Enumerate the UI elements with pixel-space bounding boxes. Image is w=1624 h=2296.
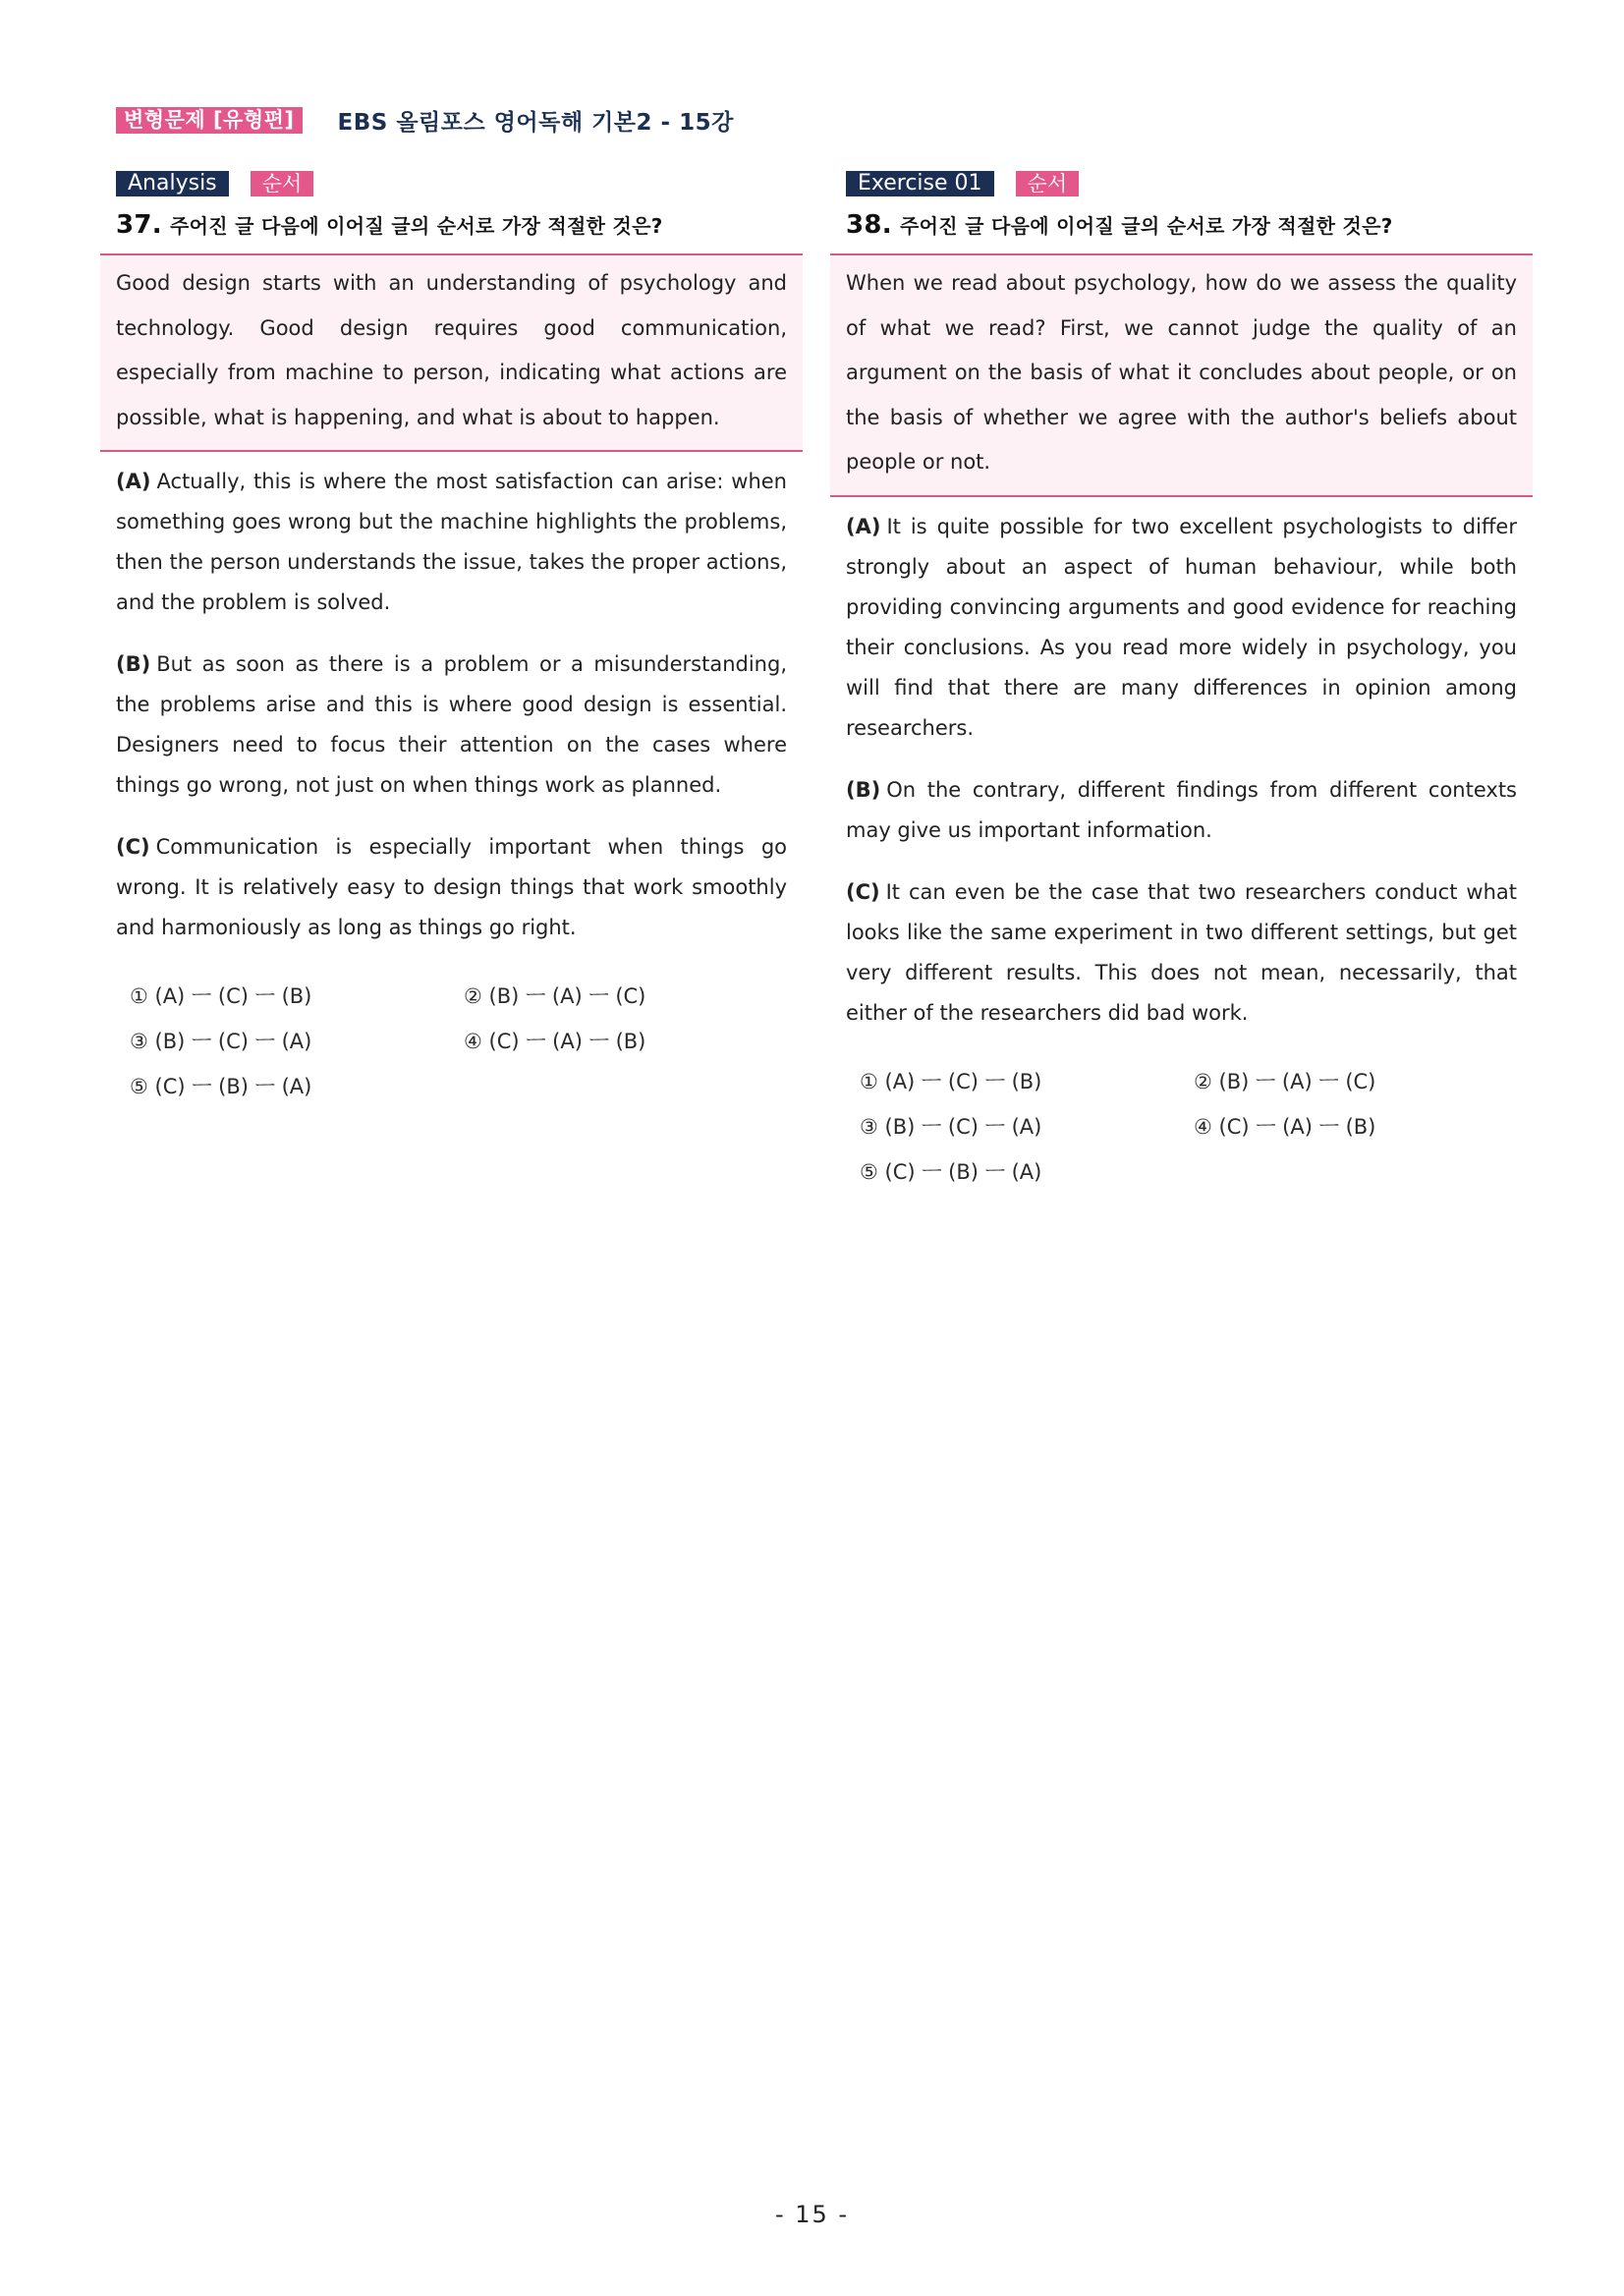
question-38-column	[830, 171, 1533, 1195]
tag-row	[116, 171, 803, 196]
option-5[interactable]: ⑤ (C) ㅡ (B) ㅡ (A)	[860, 1159, 1042, 1184]
passage-label: (A)	[116, 470, 151, 493]
order-type-tag: 순서	[1016, 171, 1080, 196]
passage-text: It can even be the case that two researchers conduct what looks like the same experiment in two different settings, but get very different results. This does not mean, necessarily, that either of the researchers did bad work.	[846, 879, 1517, 1025]
option-4[interactable]: ④ (C) ㅡ (A) ㅡ (B)	[464, 1030, 646, 1053]
passage-a	[116, 462, 787, 623]
passage-a	[846, 507, 1517, 749]
passage-b	[846, 770, 1517, 851]
passage-b	[116, 644, 787, 806]
option-1[interactable]: ① (A) ㅡ (C) ㅡ (B)	[860, 1069, 1042, 1093]
passage-label: (C)	[116, 835, 150, 859]
analysis-tag: Analysis	[116, 171, 229, 196]
question-number: 37.	[116, 210, 162, 240]
passage-text: But as soon as there is a problem or a misunderstanding, the problems arise and this is where good design is essential. Designers need to focus their attention on the cases where things go wrong, not just on when things work as planned.	[116, 652, 787, 797]
question-prompt	[116, 210, 803, 240]
option-5[interactable]: ⑤ (C) ㅡ (B) ㅡ (A)	[130, 1075, 312, 1098]
passage-c	[116, 827, 787, 948]
passage-list	[830, 507, 1533, 1034]
option-3[interactable]: ③ (B) ㅡ (C) ㅡ (A)	[860, 1114, 1042, 1139]
question-text: 주어진 글 다음에 이어질 글의 순서로 가장 적절한 것은?	[899, 214, 1393, 238]
option-1[interactable]: ① (A) ㅡ (C) ㅡ (B)	[130, 984, 312, 1008]
page-number: - 15 -	[774, 2201, 850, 2228]
answer-options	[130, 974, 803, 1109]
answer-options	[860, 1059, 1533, 1195]
exercise-tag: Exercise 01	[846, 171, 994, 196]
passage-c	[846, 872, 1517, 1034]
option-2[interactable]: ② (B) ㅡ (A) ㅡ (C)	[464, 984, 646, 1008]
passage-label: (B)	[846, 777, 881, 802]
page-header	[116, 106, 734, 134]
passage-label: (A)	[846, 514, 881, 538]
tag-row	[846, 171, 1533, 196]
passage-label: (C)	[846, 879, 880, 904]
type-badge: 변형문제 [유형편]	[116, 107, 303, 134]
option-2[interactable]: ② (B) ㅡ (A) ㅡ (C)	[1194, 1069, 1376, 1093]
option-3[interactable]: ③ (B) ㅡ (C) ㅡ (A)	[130, 1030, 312, 1053]
passage-text: Actually, this is where the most satisfaction can arise: when something goes wrong but the machine highlights the problems, then the person understands the issue, takes the proper actions, and the problem is solved.	[116, 470, 787, 614]
question-number: 38.	[846, 210, 892, 240]
passage-text: It is quite possible for two excellent psychologists to differ strongly about an aspect of human behaviour, while both providing convincing arguments and good evidence for reaching their conclusions. As you read more widely in psychology, you will find that there are many differences in opinion among researchers.	[846, 514, 1517, 740]
question-text: 주어진 글 다음에 이어질 글의 순서로 가장 적절한 것은?	[169, 214, 663, 238]
question-prompt	[846, 210, 1533, 240]
order-type-tag: 순서	[251, 171, 314, 196]
question-37-column	[100, 171, 803, 1109]
header-title: EBS 올림포스 영어독해 기본2 - 15강	[337, 109, 734, 136]
passage-list	[100, 462, 803, 948]
option-4[interactable]: ④ (C) ㅡ (A) ㅡ (B)	[1194, 1114, 1376, 1139]
passage-text: Communication is especially important when things go wrong. It is relatively easy to design things that work smoothly and harmoniously as long as things go right.	[116, 835, 787, 939]
passage-text: On the contrary, different findings from different contexts may give us important information.	[846, 777, 1517, 842]
given-text-box: Good design starts with an understanding of psychology and technology. Good design requires good communication, especially from machine to person, indicating what actions are possible, what is happening, and what is about to happen.	[100, 253, 803, 452]
given-text-box: When we read about psychology, how do we assess the quality of what we read? First, we cannot judge the quality of an argument on the basis of what it concludes about people, or on the basis of whether we agree with the author's beliefs about people or not.	[830, 253, 1533, 497]
passage-label: (B)	[116, 652, 151, 676]
